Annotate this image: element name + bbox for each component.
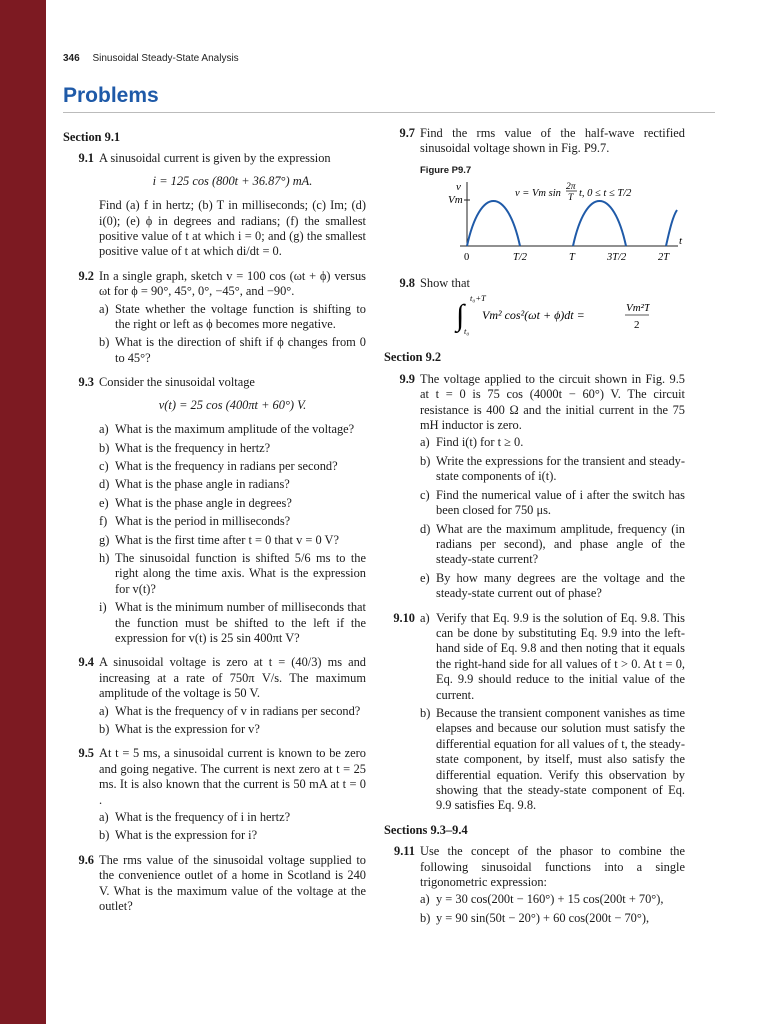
sub-items [99,704,366,738]
sub-item-label: a) [99,810,109,825]
problem-text: At t = 5 ms, a sinusoidal current is known to be zero and going negative. The current is next zero at t = 25 ms. It is also known that the current is 50 mA at t = 0 . [99,746,366,807]
sub-item-text: What is the phase angle in radians? [115,477,290,492]
sub-item-text: What is the expression for v? [115,722,260,736]
problem-9-2 [63,269,366,366]
problem-number: 9.4 [78,655,94,670]
sub-item [99,722,366,737]
sub-item-label: e) [420,570,430,585]
equation: v(t) = 25 cos (400πt + 60°) V. [158,397,307,412]
sub-item [99,302,366,333]
problem-text: Show that [420,275,470,290]
sub-item [420,611,685,703]
sub-item-label: a) [420,435,430,450]
sub-item-label: b) [99,828,110,843]
sub-item-label: f) [99,514,108,529]
figure-p9-7 [420,180,685,262]
problem-text: The voltage applied to the circuit shown in Fig. 9.5 at t = 0 is 75 cos (4000t − 60°) V. The circuit resistance is 400 Ω and the initial current in the 75 mH inductor is zero. [420,371,685,433]
sub-item [99,477,366,492]
fig-tick-2t: 2T [658,252,670,263]
sub-item-text: Find i(t) for t ≥ 0. [436,435,524,450]
problem-text: In a single graph, sketch v = 100 cos (ωt + ϕ) versus ωt for ϕ = 90°, 45°, 0°, −45°, and −90°. [99,268,366,299]
sub-item [420,522,685,568]
problem-number: 9.6 [78,852,94,867]
page-edge-bar [0,0,46,1024]
sub-items [99,302,366,367]
sub-item-text: What is the frequency in hertz? [115,440,271,455]
sub-item-text: What is the phase angle in degrees? [115,495,292,510]
problem-text: A sinusoidal current is given by the expression [99,151,331,166]
fig-eq-prefix: v = Vm sin [515,188,561,200]
sub-item-label: b) [99,335,110,350]
section-heading-9-1: Section 9.1 [63,130,121,144]
running-title: Sinusoidal Steady-State Analysis [92,53,239,64]
problem-9-1 [63,151,366,259]
sub-item-text: What is the period in milliseconds? [115,514,291,529]
sub-item-text: Because the transient component vanishes as time elapses and because our solution must satisfy the differential equation for all values of t, the steady-state component, by itself, must also satisfy the differential equation. Verify this observation by showing that the steady-state component of Eq. 9.9 satisfies Eq. 9.8. [436,705,685,813]
problem-number: 9.2 [78,268,94,283]
sub-item [99,335,366,366]
problem-text: Consider the sinusoidal voltage [99,375,255,390]
right-column [384,126,685,935]
sub-item-label: b) [420,705,431,720]
problem-9-8 [384,276,685,342]
integral-equation [420,291,650,337]
problem-number: 9.3 [78,375,94,390]
sub-item [99,422,366,437]
problem-text: A sinusoidal voltage is zero at t = (40/3) ms and increasing at a rate of 750π V/s. The maximum amplitude of the voltage is 50 V. [99,655,366,701]
problem-number: 9.10 [393,610,415,625]
problem-9-7 [384,126,685,267]
sub-item-text: y = 30 cos(200t − 160°) + 15 cos(200t + 70°), [436,892,664,907]
sub-item-label: d) [99,477,110,492]
sub-item-text: What are the maximum amplitude, frequency (in radians per second), and phase angle of the steady-state current? [436,521,685,567]
rhs-numerator: Vm²T [626,302,650,315]
fig-eq-den: T [568,193,574,204]
sub-item-text: What is the first time after t = 0 that v = 0 V? [115,532,339,547]
page-title: Problems [63,84,159,107]
integrand: Vm² cos²(ωt + ϕ)dt = [482,308,585,323]
sub-item-text: y = 90 sin(50t − 20°) + 60 cos(200t − 70°), [436,910,650,925]
sub-item [420,706,685,814]
sub-item-text: What is the minimum number of milliseconds that the function must be shifted to the left if the expression for v(t) is 25 sin 400πt V? [115,600,366,645]
problem-number: 9.7 [399,126,415,140]
problem-number: 9.11 [394,844,415,859]
problem-9-9 [384,372,685,602]
sub-item-text: By how many degrees are the voltage and the steady-state current out of phase? [436,570,685,601]
sub-item [420,892,685,907]
sub-item-text: State whether the voltage function is shifting to the right or left as ϕ becomes more negative. [115,301,366,332]
sub-item [99,533,366,548]
sub-item-label: a) [420,892,430,907]
problem-9-5 [63,746,366,843]
sub-items [420,892,685,926]
problem-9-10 [384,611,685,814]
sub-items [99,810,366,844]
sub-item [99,810,366,825]
fig-eq-num: 2π [566,182,576,193]
fig-half-wave-2 [573,201,626,246]
section-heading-9-3-9-4: Sections 9.3–9.4 [384,822,468,837]
fig-vm-label: Vm [448,194,463,207]
sub-items [420,435,685,601]
sub-item-label: e) [99,495,109,510]
sub-item-label: a) [99,422,109,437]
sub-items [420,611,685,814]
page-number: 346 [63,53,80,64]
fig-tick-t: T [569,252,575,263]
problem-9-11 [384,844,685,926]
problem-number: 9.8 [399,275,415,290]
sub-item-label: c) [420,487,430,502]
equation: i = 125 cos (800t + 36.87°) mA. [152,173,313,188]
problem-number: 9.1 [78,151,94,166]
rhs-denominator: 2 [634,319,640,332]
sub-item-text: What is the maximum amplitude of the voltage? [115,422,355,437]
left-column [63,126,366,923]
sub-item-text: Write the expressions for the transient and steady-state components of i(t). [436,453,685,484]
sub-item [420,571,685,602]
sub-item-text: The sinusoidal function is shifted 5/6 ms to the right along the time axis. What is the expression for v(t)? [115,550,366,596]
sub-item-text: Find the numerical value of i after the switch has been closed for 750 μs. [436,487,685,518]
sub-item [99,496,366,511]
fig-half-wave-3 [666,210,677,246]
sub-item-label: b) [420,910,431,925]
sub-item [420,454,685,485]
sub-item [99,828,366,843]
sub-item-label: a) [420,610,430,625]
sub-item-text: What is the direction of shift if ϕ changes from 0 to 45°? [115,335,366,365]
sub-item-label: b) [99,722,110,736]
problem-text: The rms value of the sinusoidal voltage supplied to the convenience outlet of a home in Scotland is 240 V. What is the maximum value of the voltage at the outlet? [99,852,366,914]
sub-item-label: g) [99,532,110,547]
fig-tick-0: 0 [464,252,470,263]
sub-item [99,459,366,474]
running-header [63,53,239,64]
problem-text: Find the rms value of the half-wave rectified sinusoidal voltage shown in Fig. P9.7. [420,126,685,156]
sub-item [420,435,685,450]
sub-item-text: What is the frequency of i in hertz? [115,810,291,825]
sub-item-text: What is the expression for i? [115,828,258,843]
sub-item-label: b) [99,440,110,455]
problem-9-6 [63,853,366,915]
sub-item [99,551,366,597]
problem-9-3 [63,375,366,646]
sub-item-label: c) [99,458,109,473]
integral-upper: t₀+T [470,293,486,304]
sub-item-text: Verify that Eq. 9.9 is the solution of Eq. 9.8. This can be done by substituting Eq. 9.9 into the left-hand side of Eq. 9.8 and then noting that it equals the right-hand side for all values of t > 0. At t = 0, Eq. 9.9 should reduce to the initial value of the current. [436,610,685,702]
figure-label: Figure P9.7 [420,164,472,176]
sub-item-label: a) [99,703,109,718]
fig-v-label: v [456,181,461,194]
sub-item-label: d) [420,521,431,536]
problem-number: 9.9 [399,371,415,386]
sub-item-label: h) [99,550,110,565]
sub-item [99,600,366,646]
problem-number: 9.5 [78,746,94,761]
sub-item-label: b) [420,453,431,468]
fig-half-wave-1 [467,201,520,246]
integral-sign: ∫ [456,299,465,333]
fig-tick-3t2: 3T/2 [607,252,627,263]
fig-t-label: t [679,235,683,248]
section-heading-9-2: Section 9.2 [384,350,442,365]
sub-item [99,514,366,529]
sub-item-text: What is the frequency in radians per second? [115,458,338,473]
sub-items [99,422,366,646]
sub-item [99,704,366,719]
fig-eq-suffix: t, 0 ≤ t ≤ T/2 [579,188,632,200]
problem-9-4 [63,655,366,737]
sub-item-label: a) [99,301,109,316]
sub-item [420,911,685,926]
problem-text: Use the concept of the phasor to combine the following sinusoidal functions into a single trigonometric expression: [420,844,685,890]
fig-tick-t2: T/2 [513,252,528,263]
sub-item-label: i) [99,600,107,615]
sub-item-text: What is the frequency of v in radians per second? [115,703,361,718]
problem-body: Find (a) f in hertz; (b) T in milliseconds; (c) Im; (d) i(0); (e) ϕ in degrees and radians; (f) the smallest positive value of t at which i = 0; and (g) the smallest positive value of t at which di/dt = 0. [99,198,366,259]
title-rule [63,112,715,113]
integral-lower: t₀ [464,326,470,337]
sub-item [99,441,366,456]
sub-item [420,488,685,519]
